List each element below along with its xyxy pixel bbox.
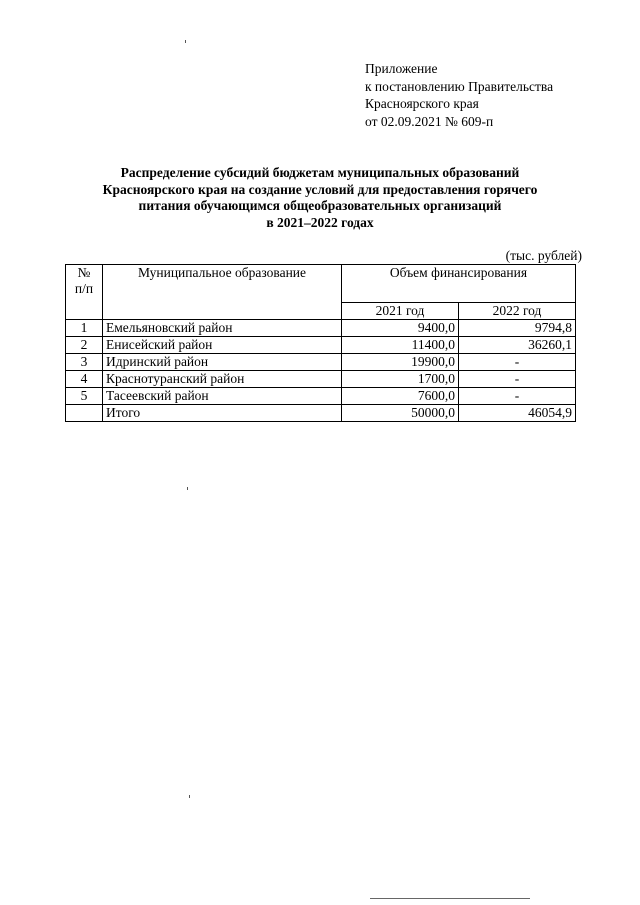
scan-mark <box>187 487 188 490</box>
document-title <box>60 165 580 231</box>
appendix-block <box>365 60 553 130</box>
row-value-2021: 7600,0 <box>342 388 459 405</box>
units-label: (тыс. рублей) <box>505 248 582 263</box>
header-number-line-1: № <box>77 265 91 280</box>
appendix-line-2: к постановлению Правительства <box>365 78 554 94</box>
table-total-row <box>66 405 576 422</box>
row-value-2022: - <box>459 371 576 388</box>
table-row <box>66 337 576 354</box>
subsidy-table <box>65 264 576 422</box>
header-year-2021: 2021 год <box>342 303 459 320</box>
table-row <box>66 371 576 388</box>
row-value-2022: 36260,1 <box>459 337 576 354</box>
title-line-4: в 2021–2022 годах <box>266 214 374 230</box>
appendix-line-1: Приложение <box>365 61 438 76</box>
row-value-2021: 1700,0 <box>342 371 459 388</box>
appendix-line-3: Красноярского края <box>365 96 479 111</box>
row-value-2021: 9400,0 <box>342 320 459 337</box>
footer-rule <box>370 898 530 899</box>
row-value-2022: - <box>459 388 576 405</box>
row-municipality: Краснотуранский район <box>103 371 342 388</box>
scan-mark <box>189 795 190 798</box>
header-number-line-2: п/п <box>74 281 94 296</box>
header-year-2022: 2022 год <box>459 303 576 320</box>
row-number: 1 <box>66 320 103 337</box>
row-municipality: Тасеевский район <box>103 388 342 405</box>
row-number: 2 <box>66 337 103 354</box>
table-header-row <box>66 265 576 303</box>
table-row <box>66 388 576 405</box>
header-number <box>66 265 103 320</box>
row-value-2022: 9794,8 <box>459 320 576 337</box>
total-number <box>66 405 103 422</box>
total-label: Итого <box>103 405 342 422</box>
row-municipality: Емельяновский район <box>103 320 342 337</box>
row-value-2021: 19900,0 <box>342 354 459 371</box>
row-municipality: Енисейский район <box>103 337 342 354</box>
row-number: 3 <box>66 354 103 371</box>
row-value-2021: 11400,0 <box>342 337 459 354</box>
row-number: 5 <box>66 388 103 405</box>
header-municipality: Муниципальное образование <box>103 265 342 320</box>
title-line-2: Красноярского края на создание условий для предоставления горячего <box>102 181 538 197</box>
row-number: 4 <box>66 371 103 388</box>
table-row <box>66 320 576 337</box>
row-value-2022: - <box>459 354 576 371</box>
title-line-1: Распределение субсидий бюджетам муниципальных образований <box>120 165 520 180</box>
appendix-line-4: от 02.09.2021 № 609-п <box>365 113 494 129</box>
header-funding: Объем финансирования <box>342 265 576 303</box>
scan-mark <box>185 40 186 43</box>
total-value-2022: 46054,9 <box>459 405 576 422</box>
title-line-3: питания обучающимся общеобразовательных организаций <box>138 198 502 213</box>
table-row <box>66 354 576 371</box>
row-municipality: Идринский район <box>103 354 342 371</box>
total-value-2021: 50000,0 <box>342 405 459 422</box>
